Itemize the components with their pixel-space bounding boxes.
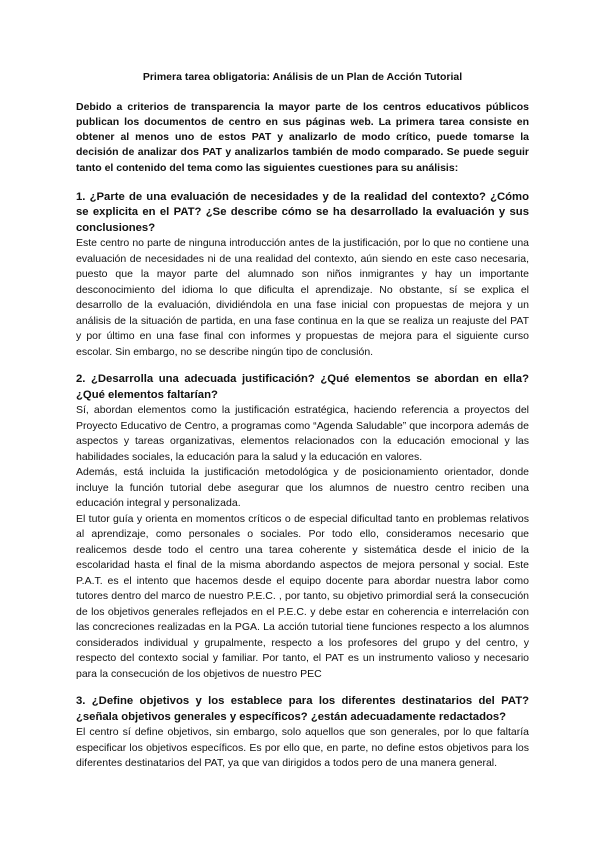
section-2 [76, 372, 529, 682]
answer-paragraph: Además, está incluida la justificación metodológica y de posicionamiento orientador, donde incluye la función tutorial debe asegurar que los alumnos de nuestro centro reciben una educación integral y personalizada. [76, 466, 529, 510]
section-3 [76, 694, 529, 772]
document-page [76, 70, 529, 784]
answer-body [76, 236, 529, 360]
answer-body [76, 403, 529, 682]
question-heading: 2. ¿Desarrolla una adecuada justificación? ¿Qué elementos se abordan en ella? ¿Qué elementos faltarían? [76, 373, 529, 401]
answer-paragraph: El centro sí define objetivos, sin embargo, solo aquellos que son generales, por lo que faltaría especificar los objetivos específicos. Es por ello que, en parte, no define estos objetivos para los diferentes destinatarios del PAT, ya que van dirigidos a todos pero de una manera general. [76, 726, 529, 770]
answer-paragraph: El tutor guía y orienta en momentos críticos o de especial dificultad tanto en problemas relativos al aprendizaje, como personales o sociales. Por todo ello, consideramos necesario que realicemos desde todo el centro una tarea coherente y sistemática desde el inicio de la escolaridad hasta el final de la misma abordando aspectos de mejora personal y social. Este P.A.T. es el intento que hacemos desde el equipo docente para abordar nuestra labor como tutores dentro del marco de nuestro P.E.C. , por tanto, su objetivo primordial será la consecución de los objetivos generales reflejados en el P.E.C. y debe estar en coherencia e interrelación con las concreciones realizadas en la PGA. La acción tutorial tiene funciones respecto a los alumnos considerados individual y grupalmente, respecto a los profesores del grupo y del centro, y respecto del contexto social y familiar. Por tanto, el PAT es un instrumento valioso y necesario para la consecución de los objetivos de nuestro PEC [76, 512, 529, 680]
answer-paragraph: Sí, abordan elementos como la justificación estratégica, haciendo referencia a proyectos del Proyecto Educativo de Centro, a programas como “Agenda Saludable” que incorpora además de aspectos y tareas organizativas, elementos relacionados con la educación emocional y las habilidades sociales, la educación para la salud y la educación en valores. [76, 404, 529, 463]
section-1 [76, 190, 529, 361]
question-heading: 1. ¿Parte de una evaluación de necesidades y de la realidad del contexto? ¿Cómo se explicita en el PAT? ¿Se describe cómo se ha desarrollado la evaluación y sus conclusiones? [76, 190, 529, 234]
intro-paragraph: Debido a criterios de transparencia la mayor parte de los centros educativos públicos publican los documentos de centro en sus páginas web. La primera tarea consiste en obtener al menos uno de estos PAT y analizarlo de modo crítico, puede tomarse la decisión de analizar dos PAT y analizarlos también de modo comparado. Se puede seguir tanto el contenido del tema como las siguientes cuestiones para su análisis: [76, 100, 529, 174]
question-heading: 3. ¿Define objetivos y los establece para los diferentes destinatarios del PAT? ¿señala objetivos generales y específicos? ¿están adecuadamente redactados? [76, 695, 529, 723]
answer-body [76, 725, 529, 772]
document-title: Primera tarea obligatoria: Análisis de un Plan de Acción Tutorial [142, 71, 463, 83]
answer-paragraph: Este centro no parte de ninguna introducción antes de la justificación, por lo que no contiene una evaluación de necesidades ni de una realidad del contexto, aún siendo en este caso necesaria, puesto que la mayor parte del alumnado son niños inmigrantes y hay un importante desconocimiento del idioma lo que dificulta el aprendizaje. No obstante, sí se explica el desarrollo de la evaluación, dividiéndola en una fase inicial con propuestas de mejora y un análisis de la situación de partida, en una fase continua en la que se realiza un reajuste del PAT y por último en una fase final con informes y propuestas de mejora para el siguiente curso escolar. Sin embargo, no se describe ningún tipo de conclusión. [76, 237, 529, 358]
